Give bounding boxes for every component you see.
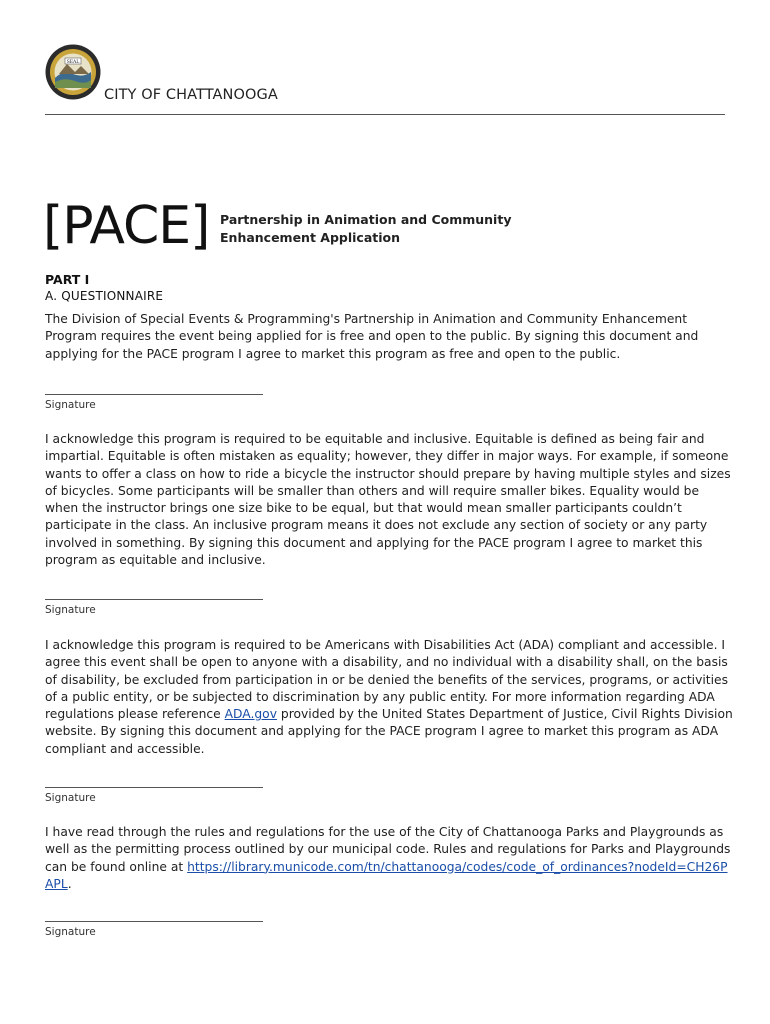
signature-label-4: Signature	[45, 926, 96, 938]
parks-rules-paragraph	[45, 824, 735, 893]
city-name: CITY OF CHATTANOOGA	[104, 87, 278, 103]
signature-line-4[interactable]	[45, 921, 263, 922]
equitable-inclusive-paragraph: I acknowledge this program is required to be equitable and inclusive. Equitable is defined as being fair and impartial. Equitable is often mistaken as equality; however, they differ in major ways. For example, if someone wants to offer a class on how to ride a bicycle the instructor should prepare by having multiple styles and sizes of bicycles. Some participants will be smaller than others and will require smaller bikes. Equality would be when the instructor brings one size bike to be equal, but that would mean smaller participants couldn’t participate in the class. An inclusive program means it does not exclude any section of society or any party involved in something. By signing this document and applying for the PACE program I agree to market this program as equitable and inclusive.	[45, 432, 731, 568]
signature-label-3: Signature	[45, 792, 96, 804]
signature-line-1[interactable]	[45, 394, 263, 395]
parks-text-after: .	[67, 876, 72, 891]
section-title: A. QUESTIONNAIRE	[45, 289, 164, 303]
signature-line-2[interactable]	[45, 599, 263, 600]
ada-paragraph	[45, 637, 735, 758]
ada-text-before: I acknowledge this program is required to be Americans with Disabilities Act (ADA) compliant and accessible. I agree this event shall be open to anyone with a disability, and no individual with a disability shall, on the basis of disability, be excluded from participation in or be denied the benefits of the services, programs, or activities of a public entity, or be subjected to discrimination by any public entity. For more information regarding ADA regulations please reference	[45, 638, 728, 722]
city-seal-icon	[45, 44, 101, 100]
municode-link[interactable]: https://library.municode.com/tn/chattanooga/codes/code_of_ordinances?nodeId=CH26PAPL	[45, 859, 728, 891]
parks-text-before: I have read through the rules and regulations for the use of the City of Chattanooga Parks and Playgrounds as well as the permitting process outlined by our municipal code. Rules and regulations for Parks and Playgrounds can be found online at	[45, 825, 731, 874]
header-divider	[45, 114, 725, 115]
seal-text: SEAL	[66, 60, 80, 65]
ada-gov-link[interactable]: ADA.gov	[224, 707, 277, 722]
pace-subtitle	[220, 211, 540, 247]
signature-label-1: Signature	[45, 399, 96, 411]
part-title: PART I	[45, 272, 90, 287]
signature-line-3[interactable]	[45, 787, 263, 788]
pace-subtitle-line1: Partnership in Animation and Community	[220, 212, 512, 227]
pace-acronym: [PACE]	[43, 196, 210, 256]
free-open-paragraph: The Division of Special Events & Programming's Partnership in Animation and Community Enhancement Program requires the event being applied for is free and open to the public. By signing this document and applying for the PACE program I agree to market this program as free and open to the public.	[45, 312, 699, 361]
pace-subtitle-line2: Enhancement Application	[220, 230, 401, 245]
signature-label-2: Signature	[45, 604, 96, 616]
ada-text-after: provided by the United States Department of Justice, Civil Rights Division website. By signing this document and applying for the PACE program I agree to market this program as ADA compliant and accessible.	[45, 707, 733, 756]
